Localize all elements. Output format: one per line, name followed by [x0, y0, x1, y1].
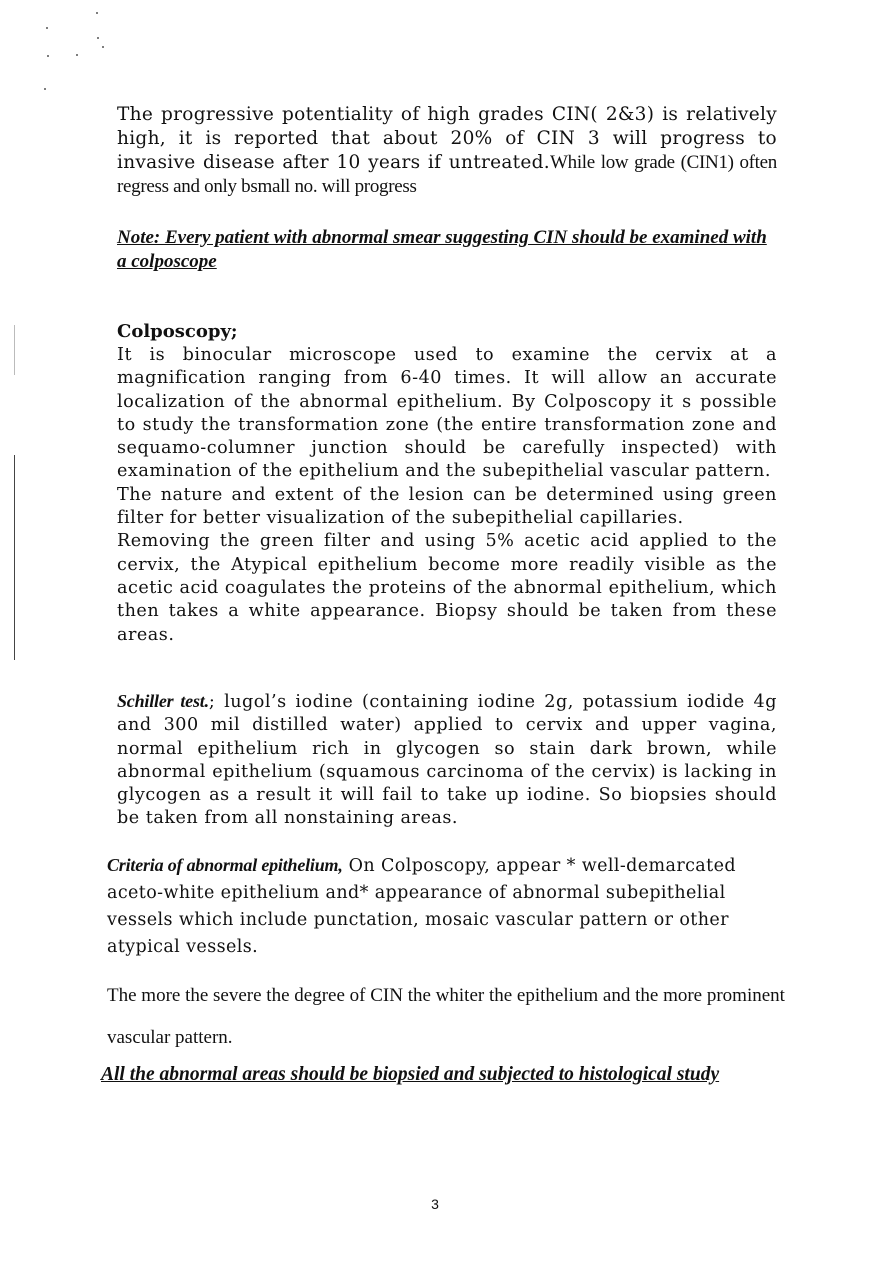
colposcopy-paragraph: The nature and extent of the lesion can be determined using green filter for better visualization of the subepithelial capillaries.	[117, 484, 777, 529]
biopsy-note: All the abnormal areas should be biopsied and subjected to histological study	[101, 1064, 720, 1085]
criteria-paragraph	[107, 852, 787, 961]
intro-text-continued: While low grade (CIN1) often regress and only bsmall no. will progress	[117, 152, 777, 197]
schiller-test-label: Schiller test.	[117, 691, 209, 711]
intro-paragraph	[117, 103, 777, 199]
colposcopy-paragraph: It is binocular microscope used to examine the cervix at a magnification ranging from 6-40 times. It will allow an accurate localization of the abnormal epithelium. By Colposcopy it s possible to study the transformation zone (the entire transformation zone and sequamo-columner junction should be carefully inspected) with examination of the epithelium and the subepithelial vascular pattern.	[117, 345, 777, 482]
colposcopy-paragraph: Removing the green filter and using 5% acetic acid applied to the cervix, the Atypical epithelium become more readily visible as the acetic acid coagulates the proteins of the abnormal epithelium, which then takes a white appearance. Biopsy should be taken from these areas.	[117, 531, 777, 645]
schiller-test-paragraph	[117, 690, 777, 831]
scan-specks	[40, 10, 110, 100]
colposcopy-heading: Colposcopy;	[117, 321, 238, 342]
criteria-label: Criteria of abnormal epithelium,	[107, 855, 343, 875]
scan-margin-line	[14, 325, 15, 375]
schiller-test-text: ; lugol’s iodine (containing iodine 2g, potassium iodide 4g and 300 mil distilled water) applied to cervix and upper vagina, normal epithelium rich in glycogen so stain dark brown, while abnormal epithelium (squamous carcinoma of the cervix) is lacking in glycogen as a result it will fail to take up iodine. So biopsies should be taken from all nonstaining areas.	[117, 692, 777, 829]
page-number: 3	[431, 1196, 439, 1212]
scan-margin-line	[14, 455, 15, 660]
note-colposcope: Note: Every patient with abnormal smear suggesting CIN should be examined with a colposcope	[117, 227, 767, 272]
severity-paragraph: The more the severe the degree of CIN the whiter the epithelium and the more prominent vascular pattern.	[107, 985, 785, 1048]
colposcopy-body	[117, 344, 777, 647]
criteria-text: On Colposcopy, appear * well-demarcated aceto-white epithelium and* appearance of abnormal subepithelial vessels which include punctation, mosaic vascular pattern or other atypical vessels.	[107, 856, 736, 957]
intro-text: The progressive potentiality of high grades CIN( 2&3) is relatively high, it is reported that about 20% of CIN 3 will progress to invasive disease after 10 years if untreated.	[117, 104, 777, 173]
